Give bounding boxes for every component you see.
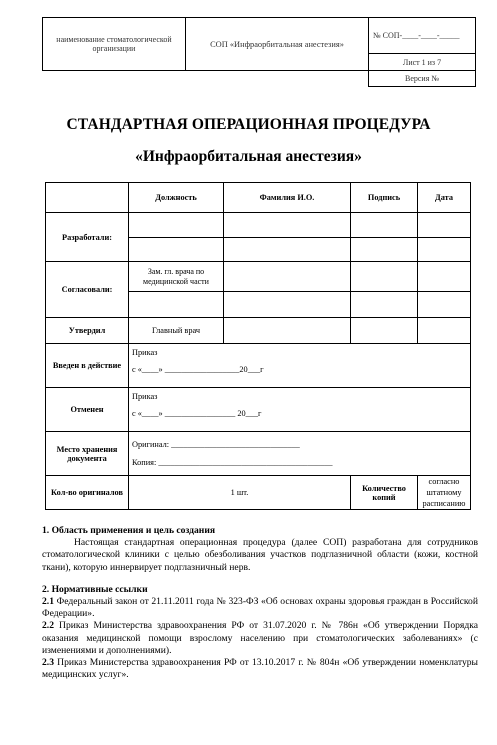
row-cancelled: Отменен xyxy=(46,388,129,432)
cell xyxy=(351,213,418,238)
approved-position: Главный врач xyxy=(129,318,224,344)
count-value: 1 шт. xyxy=(129,476,351,510)
col-date: Дата xyxy=(418,183,471,213)
cell xyxy=(418,318,471,344)
reference-item xyxy=(42,657,478,681)
cell xyxy=(129,213,224,238)
section-1-heading: 1. Область применения и цель создания xyxy=(42,525,216,536)
sheet-info: Лист 1 из 7 xyxy=(369,54,476,71)
cell xyxy=(224,318,351,344)
cell xyxy=(129,292,224,318)
col-position: Должность xyxy=(129,183,224,213)
row-introduced: Введен в действие xyxy=(46,344,129,388)
header-spacer xyxy=(43,71,369,87)
cell xyxy=(224,238,351,262)
row-storage: Место хранения документа xyxy=(46,432,129,476)
version-info: Версия № xyxy=(369,71,476,87)
sop-title-cell: СОП «Инфраорбитальная анестезия» xyxy=(186,18,369,71)
cell xyxy=(418,238,471,262)
row-agreed: Согласовали: xyxy=(46,262,129,318)
section-1-text: Настоящая стандартная операционная процедура (далее СОП) разработана для сотрудников стоматологической клиники с целью обезболивания участков подглазничной области (кожи, костной ткани), которую иннервирует подглазничный нерв. xyxy=(42,537,478,573)
storage-cell xyxy=(129,432,471,476)
agreed-position: Зам. гл. врача по медицинской части xyxy=(129,262,224,292)
org-name: наименование стоматологической организации xyxy=(43,18,186,71)
reference-text: Федеральный закон от 21.11.2011 года № 323-ФЗ «Об основах охраны здоровья граждан в Российской Федерации». xyxy=(42,596,478,620)
cell xyxy=(351,238,418,262)
page-subtitle: «Инфраорбитальная анестезия» xyxy=(135,148,362,165)
order-label: Приказ xyxy=(132,392,158,401)
reference-number: 2.3 xyxy=(42,657,54,669)
cell xyxy=(129,238,224,262)
order-date: с «____» __________________20___г xyxy=(132,365,264,374)
cell xyxy=(224,292,351,318)
copy-line: Копия: __________________________________________ xyxy=(132,457,333,467)
reference-item xyxy=(42,620,478,657)
cell xyxy=(224,262,351,292)
row-developed: Разработали: xyxy=(46,213,129,262)
cell xyxy=(418,262,471,292)
section-2-heading: 2. Нормативные ссылки xyxy=(42,583,148,595)
reference-number: 2.1 xyxy=(42,596,54,608)
order-label: Приказ xyxy=(132,348,158,357)
cell xyxy=(418,213,471,238)
reference-number: 2.2 xyxy=(42,620,54,632)
page-title: СТАНДАРТНАЯ ОПЕРАЦИОННАЯ ПРОЦЕДУРА xyxy=(66,116,431,133)
reference-text: Приказ Министерства здравоохранения РФ от 13.10.2017 г. № 804н «Об утверждении номенклатуры медицинских услуг». xyxy=(42,657,478,681)
introduced-order xyxy=(129,344,471,388)
approval-table xyxy=(45,182,471,510)
document-header xyxy=(42,17,476,87)
row-count: Кол-во оригиналов xyxy=(46,476,129,510)
col-name: Фамилия И.О. xyxy=(224,183,351,213)
cell xyxy=(418,292,471,318)
reference-text: Приказ Министерства здравоохранения РФ от 31.07.2020 г. № 786н «Об утверждении Порядка оказания медицинской помощи взрослому населению при стоматологических заболеваниях» (с изменениями и дополнениями). xyxy=(42,620,478,656)
cell xyxy=(224,213,351,238)
cell xyxy=(351,292,418,318)
row-approved: Утвердил xyxy=(46,318,129,344)
document-body xyxy=(42,525,478,681)
copies-label: Количество копий xyxy=(351,476,418,510)
original-line: Оригинал: _______________________________ xyxy=(132,439,300,449)
copies-value: согласно штатному расписанию xyxy=(418,476,471,510)
col-signature: Подпись xyxy=(351,183,418,213)
sop-number: № СОП-____-____-_____ xyxy=(369,18,476,54)
cell xyxy=(351,318,418,344)
cancelled-order xyxy=(129,388,471,432)
reference-item xyxy=(42,596,478,620)
cell xyxy=(351,262,418,292)
corner-cell xyxy=(46,183,129,213)
order-date: с «____» _________________ 20___г xyxy=(132,409,262,418)
